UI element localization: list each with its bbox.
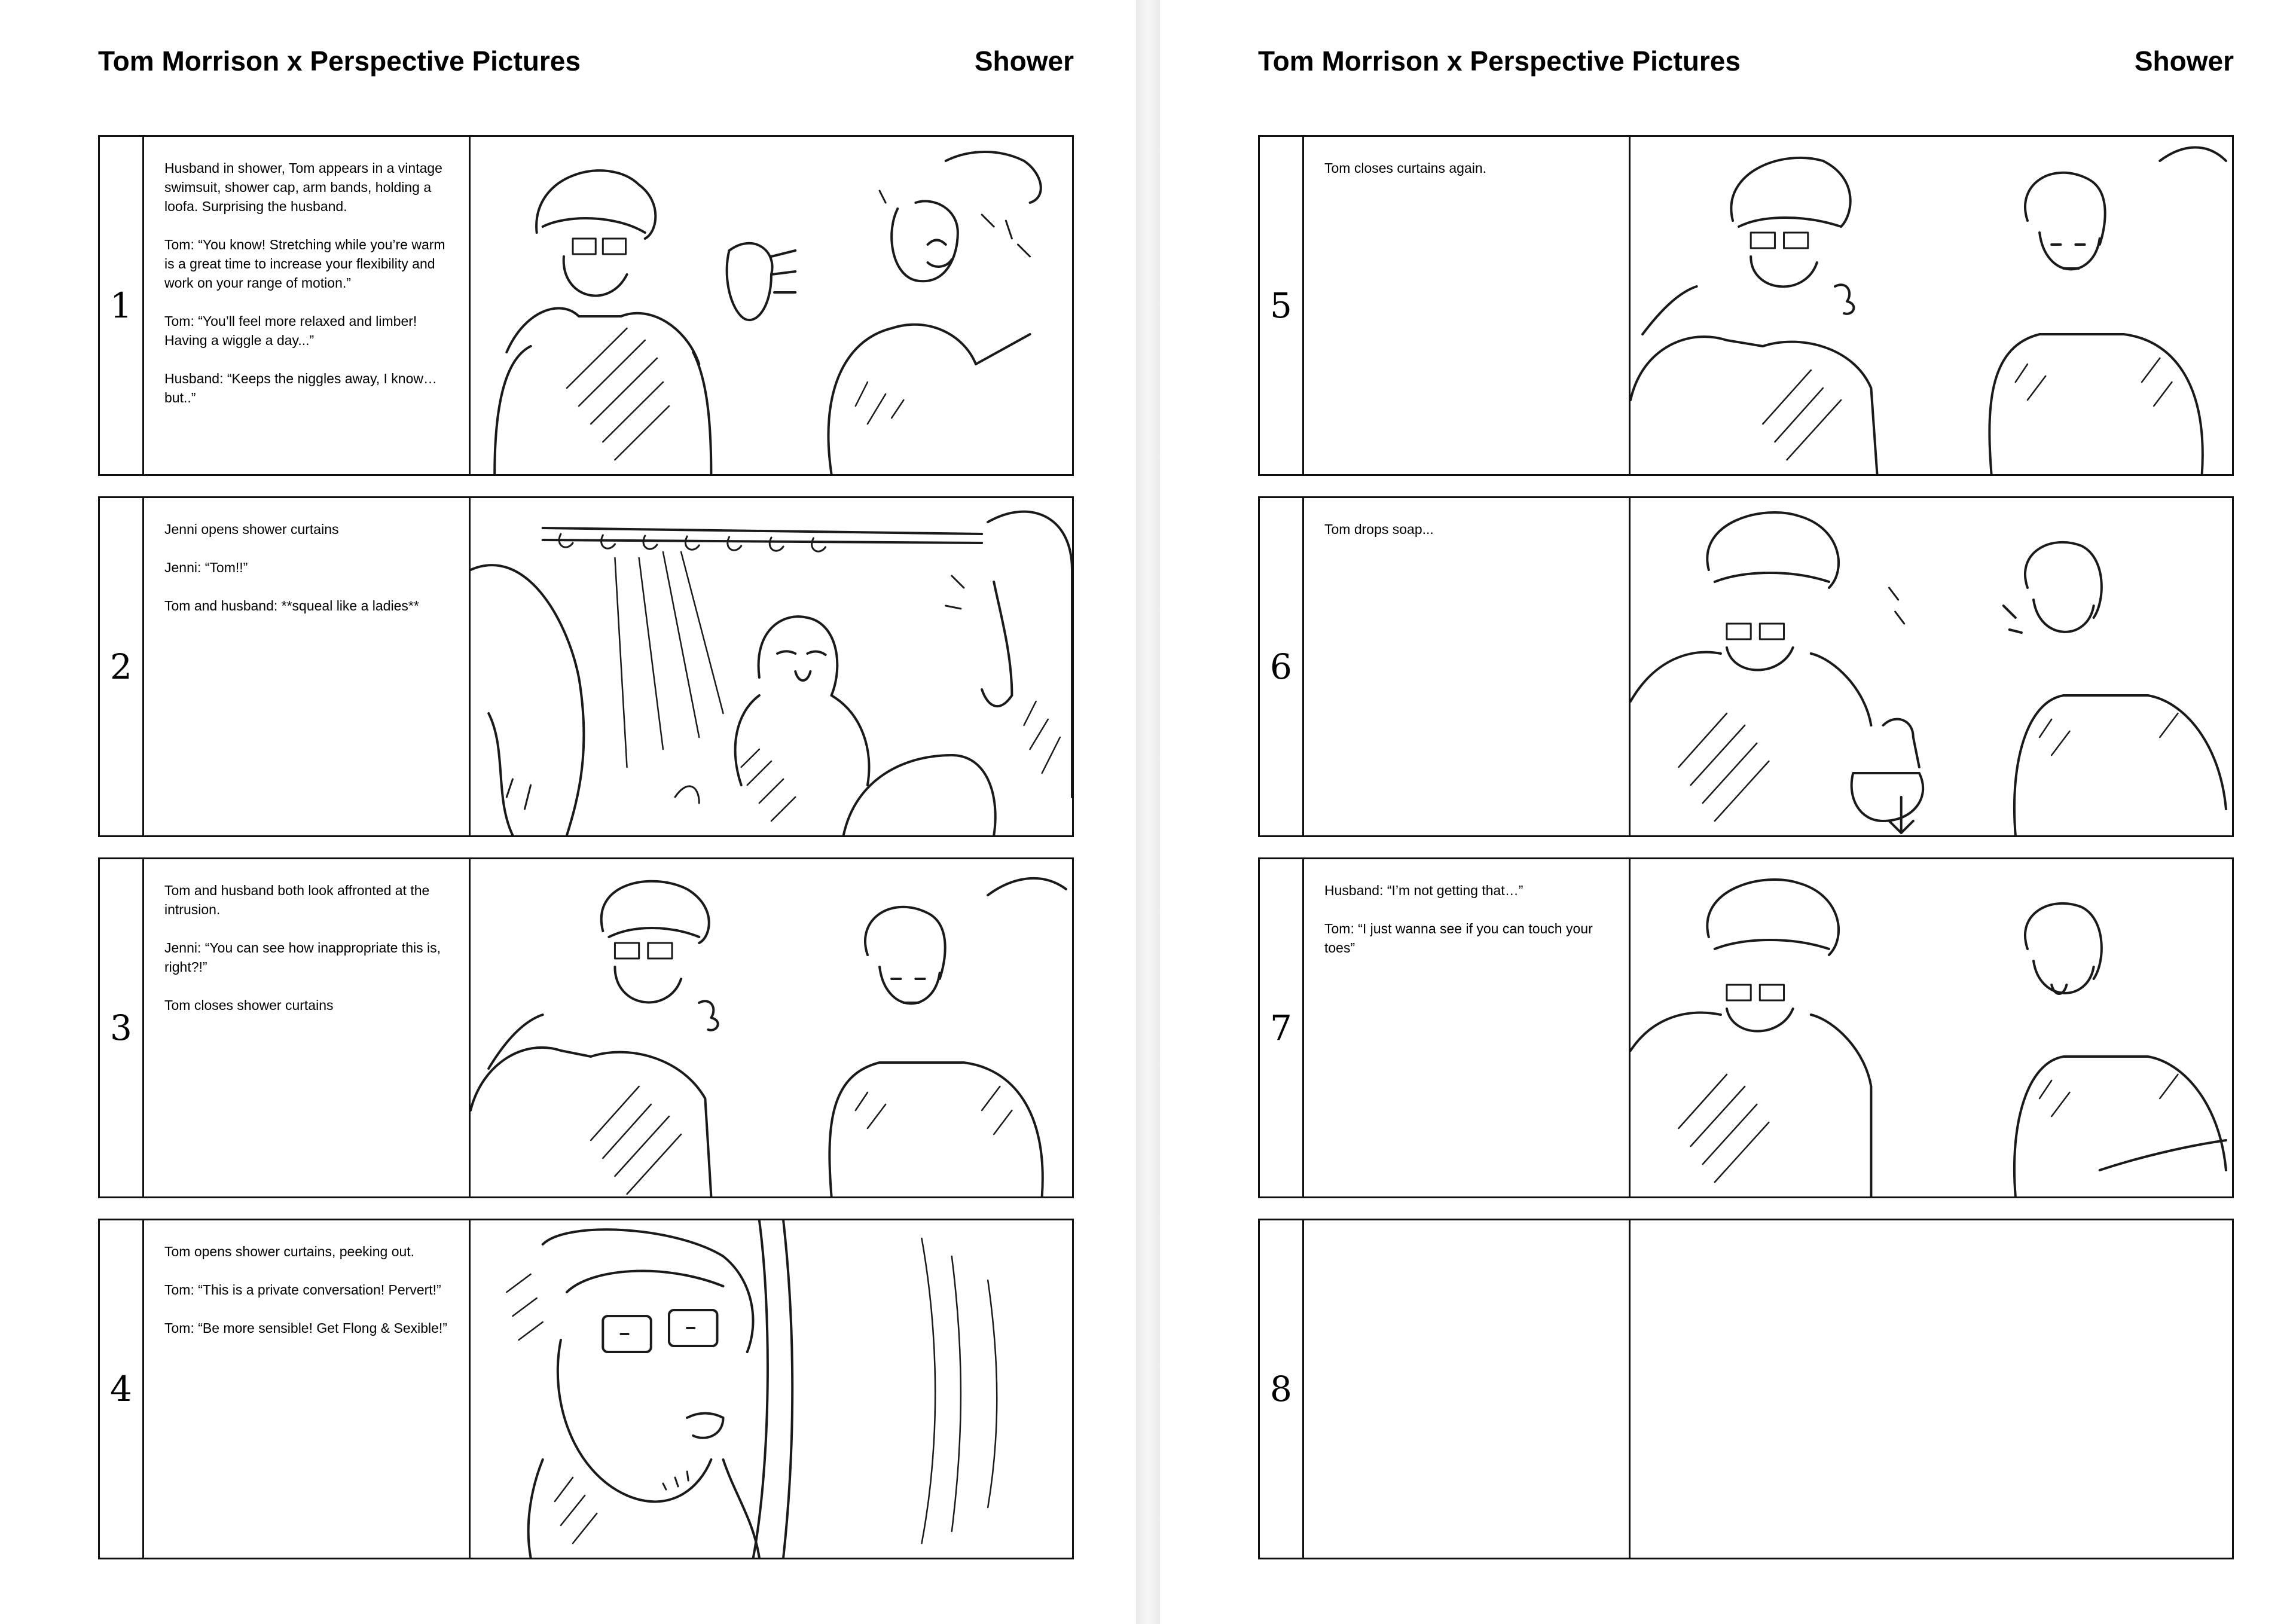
note-line: Tom: “You’ll feel more relaxed and limber! Having a wiggle a day...”	[164, 313, 421, 348]
page-gutter	[1136, 0, 1160, 1624]
storyboard-page-left	[0, 0, 1136, 1624]
panel-sketch	[1631, 859, 2232, 1196]
panel-number: 7	[1270, 1008, 1292, 1048]
note-line: Husband in shower, Tom appears in a vintage swimsuit, shower cap, arm bands, holding a loofa. Surprising the husband.	[164, 160, 447, 214]
storyboard-panel-3	[98, 857, 1074, 1198]
storyboard-page-right	[1160, 0, 2296, 1624]
panel-number: 5	[1270, 285, 1292, 326]
panel-number: 8	[1270, 1369, 1292, 1409]
storyboard-panel-7	[1258, 857, 2234, 1198]
storyboard-panel-1	[98, 135, 1074, 476]
panel-number: 1	[110, 285, 132, 326]
note-line: Jenni: “You can see how inappropriate this is, right?!”	[164, 940, 445, 975]
storyboard-panel-6	[1258, 496, 2234, 837]
note-line: Tom opens shower curtains, peeking out.	[164, 1244, 415, 1259]
storyboard-panel-5	[1258, 135, 2234, 476]
panel-notes	[1304, 859, 1631, 1196]
storyboard-panel-2	[98, 496, 1074, 837]
note-line: Tom: “Be more sensible! Get Flong & Sexible!”	[164, 1320, 447, 1336]
note-line: Tom closes shower curtains	[164, 997, 334, 1013]
panel-notes	[144, 1220, 471, 1558]
note-line: Jenni: “Tom!!”	[164, 560, 248, 575]
note-line: Tom: “I just wanna see if you can touch your toes”	[1324, 921, 1597, 956]
note-line: Tom: “This is a private conversation! Pervert!”	[164, 1282, 441, 1298]
panel-number: 6	[1270, 646, 1292, 687]
panel-notes	[144, 859, 471, 1196]
note-line: Tom closes curtains again.	[1324, 160, 1487, 176]
panel-notes	[1304, 1220, 1631, 1558]
header-title: Tom Morrison x Perspective Pictures	[1258, 45, 1741, 77]
page-header	[1258, 43, 2234, 79]
panel-sketch	[471, 859, 1072, 1196]
panel-number: 3	[110, 1008, 132, 1048]
panel-sketch	[471, 1220, 1072, 1558]
panel-sketch-empty	[1631, 1220, 2232, 1558]
note-line: Jenni opens shower curtains	[164, 521, 339, 537]
storyboard-panel-4	[98, 1219, 1074, 1559]
note-line: Husband: “I’m not getting that…”	[1324, 883, 1523, 898]
storyboard-panel-8	[1258, 1219, 2234, 1559]
header-title: Tom Morrison x Perspective Pictures	[98, 45, 581, 77]
panel-sketch	[1631, 498, 2232, 835]
note-line: Tom: “You know! Stretching while you’re warm is a great time to increase your flexibility and work on your range of motion.”	[164, 237, 449, 291]
page-header	[98, 43, 1074, 79]
panel-number: 2	[110, 646, 132, 687]
panel-notes	[1304, 498, 1631, 835]
panel-number: 4	[110, 1369, 132, 1409]
note-line: Tom and husband: **squeal like a ladies**	[164, 598, 419, 613]
note-line: Tom drops soap...	[1324, 521, 1434, 537]
note-line: Tom and husband both look affronted at the intrusion.	[164, 883, 433, 917]
panel-sketch	[471, 498, 1072, 835]
header-scene: Shower	[2134, 45, 2234, 77]
panel-sketch	[1631, 137, 2232, 474]
note-line: Husband: “Keeps the niggles away, I know… but..”	[164, 371, 441, 405]
panel-sketch	[471, 137, 1072, 474]
header-scene: Shower	[974, 45, 1074, 77]
panel-notes	[144, 137, 471, 474]
panel-notes	[1304, 137, 1631, 474]
panel-notes	[144, 498, 471, 835]
